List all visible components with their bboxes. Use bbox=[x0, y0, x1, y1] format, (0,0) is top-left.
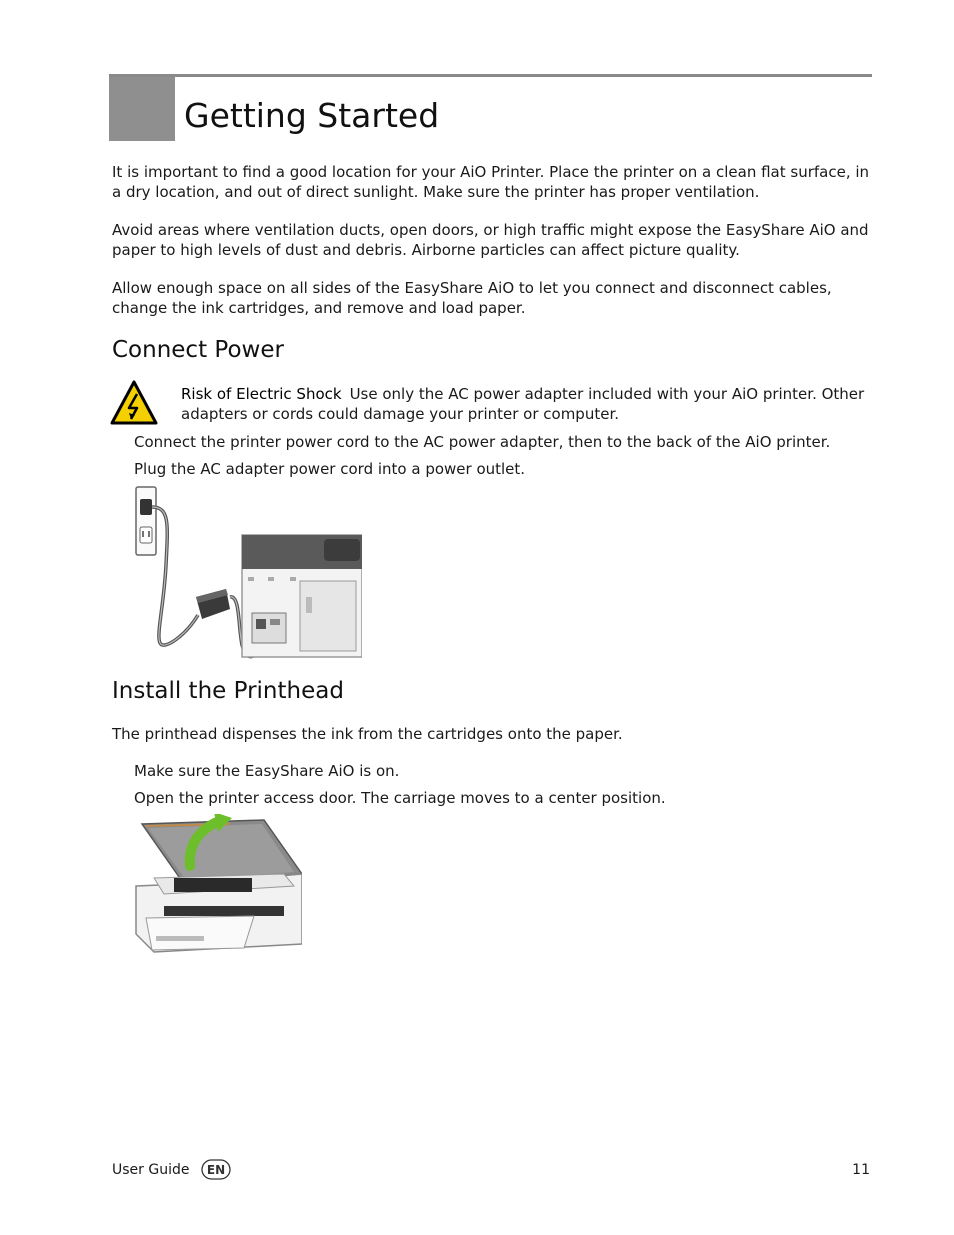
intro-paragraph-location: It is important to find a good location for your AiO Printer. Place the printer on a clean flat surface, in a dry location, and out of direct sunlight. Make sure the printer has proper ventilation. bbox=[112, 163, 870, 201]
language-badge bbox=[201, 1159, 231, 1180]
intro-paragraph-space: Allow enough space on all sides of the EasyShare AiO to let you connect and disconnect cables, change the ink cartridges, and remove and load paper. bbox=[112, 279, 832, 317]
page-number: 11 bbox=[852, 1162, 870, 1178]
warning-text: Use only the AC power adapter included with your AiO printer. Other adapters or cords could damage your printer or computer. bbox=[181, 385, 865, 423]
section-heading-install-printhead: Install the Printhead bbox=[112, 678, 344, 704]
power-connection-illustration bbox=[134, 485, 362, 663]
section-heading-connect-power: Connect Power bbox=[112, 337, 284, 363]
warning-label: Risk of Electric Shock bbox=[181, 385, 342, 403]
chapter-marker-block bbox=[109, 77, 175, 141]
step-open-access-door: Open the printer access door. The carriage moves to a center position. bbox=[134, 789, 666, 807]
printhead-intro: The printhead dispenses the ink from the cartridges onto the paper. bbox=[112, 725, 623, 743]
intro-paragraph-dust: Avoid areas where ventilation ducts, open doors, or high traffic might expose the EasyShare AiO and paper to high levels of dust and debris. Airborne particles can affect picture quality. bbox=[112, 221, 869, 259]
printer-open-door-illustration bbox=[134, 814, 302, 954]
language-badge-text: EN bbox=[206, 1163, 226, 1177]
page-title: Getting Started bbox=[184, 96, 440, 135]
step-plug-adapter: Plug the AC adapter power cord into a power outlet. bbox=[134, 460, 526, 478]
footer-label: User Guide bbox=[112, 1162, 190, 1178]
chapter-top-rule bbox=[109, 74, 872, 77]
electric-shock-warning-icon bbox=[110, 380, 158, 425]
warning-message bbox=[181, 384, 871, 424]
step-connect-power-cord: Connect the printer power cord to the AC power adapter, then to the back of the AiO printer. bbox=[134, 433, 831, 451]
step-make-sure-on: Make sure the EasyShare AiO is on. bbox=[134, 762, 400, 780]
